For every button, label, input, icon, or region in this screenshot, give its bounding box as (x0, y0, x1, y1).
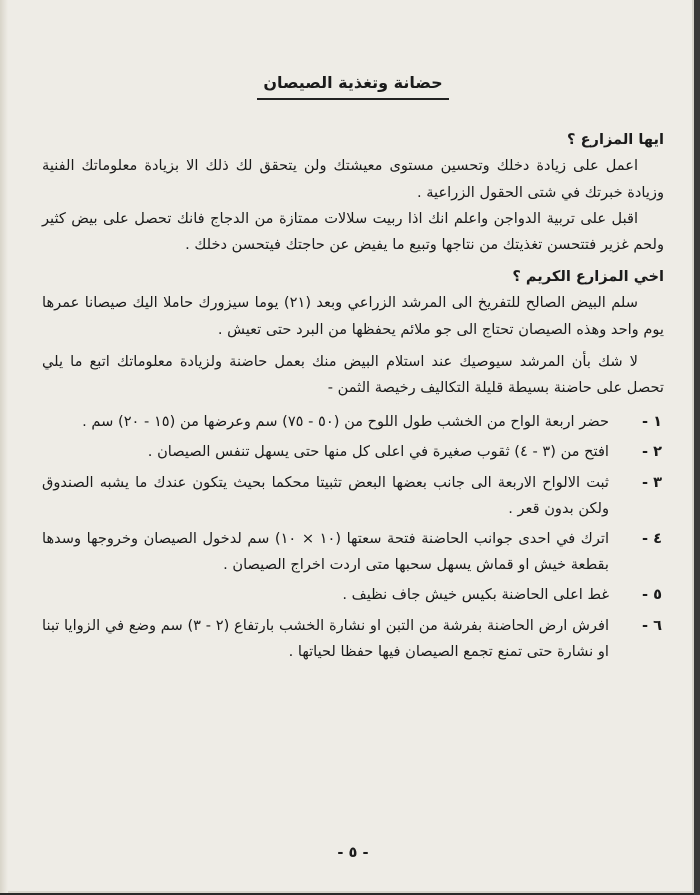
document-content (42, 70, 664, 870)
step-text: غط اعلى الحاضنة بكيس خيش جاف نظيف . (342, 586, 609, 604)
paragraph-chicks: سلم البيض الصالح للتفريخ الى المرشد الزراعي وبعد (٢١) يوما سيزورك حاملا اليك صيصانا عمرها يوم واحد وهذه الصيصان تحتاج الى جو ملائم يحفظها من البرد حتى تعيش . (42, 294, 664, 338)
step-number: ٢ - (641, 443, 662, 461)
step-number: ٤ - (641, 530, 662, 548)
step-text: افرش ارض الحاضنة بفرشة من التبن او نشارة الخشب بارتفاع (٢ - ٣) سم وضع في الزوايا تبنا او نشارة حتى تمنع تجمع الصيصان فيها حفظا لحياتها . (42, 616, 609, 660)
paragraph-income: اعمل على زيادة دخلك وتحسين مستوى معيشتك ولن يتحقق لك ذلك الا بزيادة معلوماتك الفنية وزيادة خبرتك في شتى الحقول الزراعية . (42, 157, 664, 201)
spacer (42, 401, 664, 409)
page-fold-shadow (0, 0, 8, 893)
step-number: ٣ - (641, 473, 662, 491)
step-item (42, 582, 664, 608)
step-text: حضر اربعة الواح من الخشب طول اللوح من (٥٠ - ٧٥) سم وعرضها من (١٥ - ٢٠) سم . (82, 413, 609, 431)
page-number: - ٥ - (337, 844, 369, 861)
step-text: اترك في احدى جوانب الحاضنة فتحة سعتها (١٠ × ١٠) سم لدخول الصيصان وخروجها وسدها بقطعة خيش او قماش يسهل سحبها متى اردت اخراج الصيصان . (42, 530, 609, 574)
step-number: ٥ - (641, 586, 662, 604)
document-title (42, 70, 664, 100)
step-item (42, 409, 664, 435)
binding-edge (694, 0, 700, 895)
step-item (42, 439, 664, 465)
document-title-text: حضانة وتغذية الصيصان (257, 70, 448, 100)
paragraph-brooder: لا شك بأن المرشد سيوصيك عند استلام البيض منك بعمل حاضنة ولزيادة معلوماتك اتبع ما يلي تحصل على حاضنة بسيطة قليلة التكاليف رخيصة الثمن - (42, 352, 664, 397)
step-item (42, 526, 664, 578)
greeting-farmer: ايها المزارع ؟ (567, 131, 664, 149)
step-item (42, 613, 664, 665)
paragraph-poultry: اقبل على تربية الدواجن واعلم انك اذا ربيت سلالات ممتازة من الدجاج فانك تحصل على بيض كثير ولحم غزير فتتحسن تغذيتك من نتاجها وتبيع ما يفيض عن حاجتك فيتحسن دخلك . (42, 209, 664, 254)
step-number: ٦ - (641, 616, 662, 634)
step-text: افتح من (٣ - ٤) ثقوب صغيرة في اعلى كل منها حتى يسهل تنفس الصيصان . (147, 443, 609, 461)
step-number: ١ - (641, 413, 662, 431)
greeting-dear-farmer: اخي المزارع الكريم ؟ (512, 268, 664, 286)
step-text: ثبت الالواح الاربعة الى جانب بعضها البعض تثبيتا محكما بحيث يتكون عندك ما يشبه الصندوق ولكن بدون قعر . (42, 473, 609, 517)
step-item (42, 470, 664, 522)
